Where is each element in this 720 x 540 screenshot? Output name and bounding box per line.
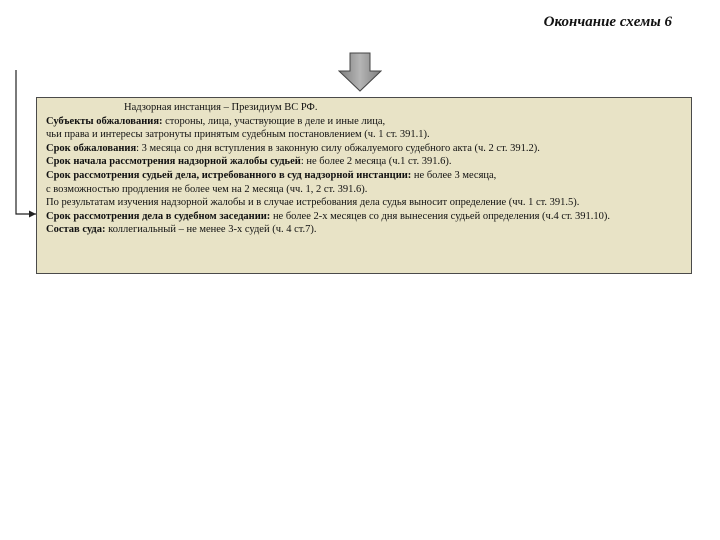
slide-title: Окончание схемы 6 [543, 14, 672, 30]
scheme-line-text: стороны, лица, участвующие в деле и иные лица, [162, 115, 386, 127]
scheme-line-label: Субъекты обжалования: [46, 115, 163, 127]
scheme-line-text: чьи права и интересы затронуты принятым судебным постановлением (ч. 1 ст. 391.1). [46, 129, 430, 141]
scheme-line [46, 223, 683, 237]
scheme-line-text: не более 3 месяца, [411, 169, 497, 181]
scheme-line-label: Состав суда: [46, 224, 106, 236]
scheme-line-text: не более 2-х месяцев со дня вынесения судьей определения (ч.4 ст. 391.10). [270, 210, 611, 222]
scheme-line [46, 155, 683, 169]
scheme-line-text: с возможностью продления не более чем на 2 месяца (чч. 1, 2 ст. 391.6). [46, 183, 368, 195]
scheme-line-text: : не более 2 месяца (ч.1 ст. 391.6). [300, 156, 452, 168]
scheme-line-text: : 3 месяца со дня вступления в законную силу обжалуемого судебного акта (ч. 2 ст. 391.2). [136, 142, 540, 154]
scheme-line [46, 196, 683, 210]
scheme-lines [46, 115, 683, 237]
scheme-line [46, 142, 683, 156]
scheme-line-label: Срок обжалования [46, 142, 137, 154]
scheme-line-label: Срок начала рассмотрения надзорной жалобы судьей [46, 156, 301, 168]
scheme-line [46, 210, 683, 224]
scheme-line-label: Срок рассмотрения судьей дела, истребованного в суд надзорной инстанции: [46, 169, 412, 181]
scheme-line-text: По результатам изучения надзорной жалобы и в случае истребования дела судья выносит определение (чч. 1 ст. 391.5). [46, 197, 580, 209]
scheme-line [46, 183, 683, 197]
scheme-line-label: Срок рассмотрения дела в судебном заседании: [46, 210, 271, 222]
scheme-line [46, 115, 683, 129]
scheme-line [46, 169, 683, 183]
scheme-line [46, 128, 683, 142]
scheme-line-text: коллегиальный – не менее 3-х судей (ч. 4 ст.7). [105, 224, 317, 236]
scheme-heading: Надзорная инстанция – Президиум ВС РФ. [124, 102, 318, 113]
scheme-box [36, 97, 692, 274]
arrow-down-icon [338, 52, 382, 92]
